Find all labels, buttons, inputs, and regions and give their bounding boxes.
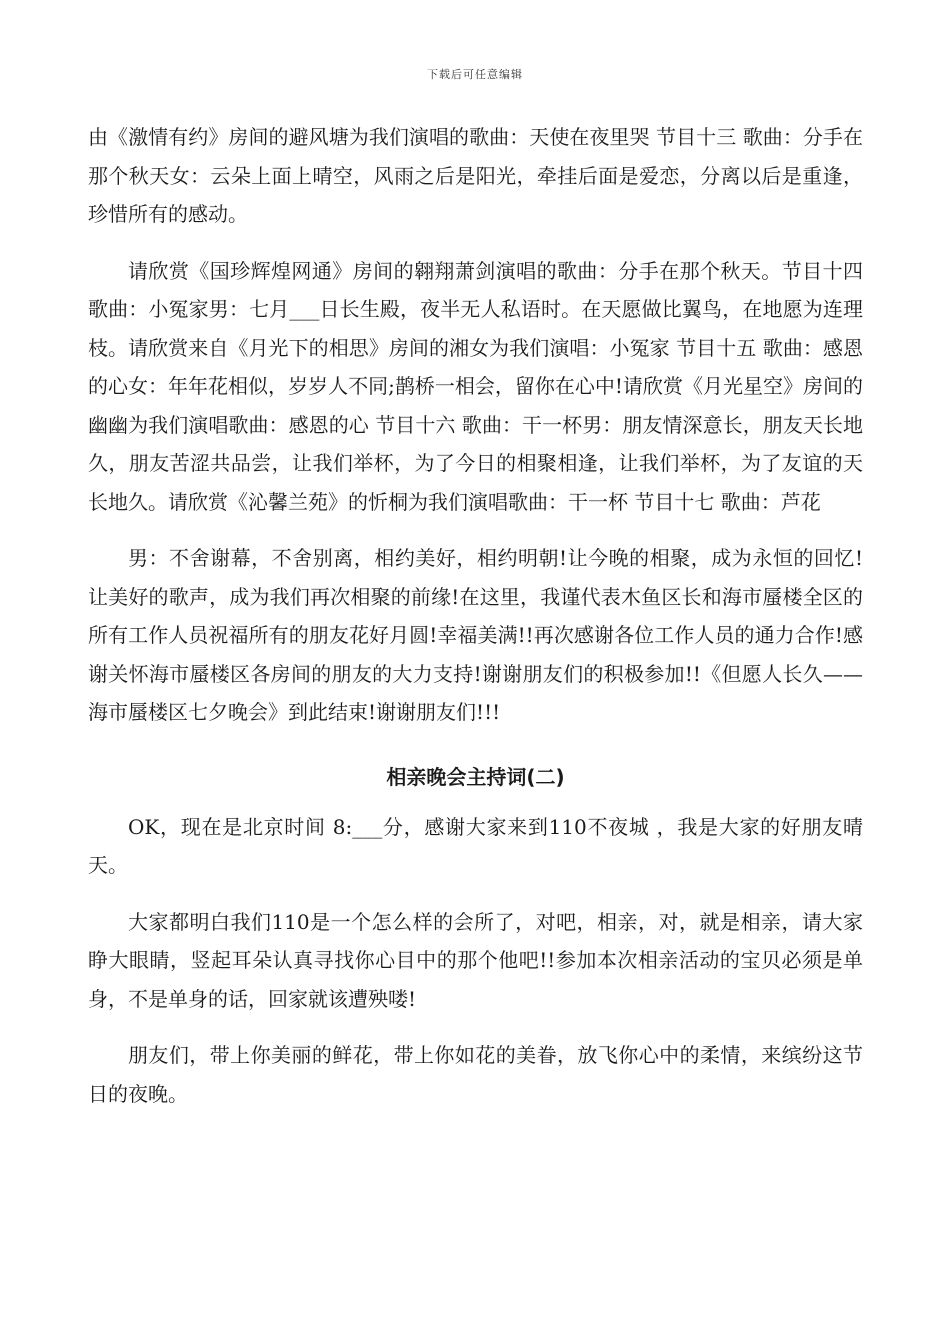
section-title: 相亲晚会主持词(二) <box>386 764 565 789</box>
paragraph-closing: 男：不舍谢幕，不舍别离，相约美好，相约明朝!让今晚的相聚，成为永恒的回忆!让美好的歌声，成为我们再次相聚的前缘!在这里，我谨代表木鱼区长和海市蜃楼全区的所有工作人员祝福所有的朋友花好月圆!幸福美满!!再次感谢各位工作人员的通力合作!感谢关怀海市蜃楼区各房间的朋友的大力支持!谢谢朋友们的积极参加!!《但愿人长久——海市蜃楼区七夕晚会》到此结束!谢谢朋友们!!! <box>88 546 863 724</box>
document-body <box>88 118 863 1113</box>
paragraph-opening-greeting: OK，现在是北京时间 8:___分，感谢大家来到110不夜城 ，我是大家的好朋友晴天。 <box>88 814 863 877</box>
header-note: 下载后可任意编辑 <box>427 68 523 81</box>
paragraph-program-13: 由《激情有约》房间的避风塘为我们演唱的歌曲：天使在夜里哭 节目十三 歌曲：分手在那个秋天女：云朵上面上晴空，风雨之后是阳光，牵挂后面是爱恋，分离以后是重逢，珍惜所有的感动。 <box>88 125 863 226</box>
paragraph-event-rules: 大家都明白我们110是一个怎么样的会所了，对吧，相亲，对，就是相亲，请大家睁大眼睛，竖起耳朵认真寻找你心目中的那个他吧!!参加本次相亲活动的宝贝必须是单身，不是单身的话，回家就该遭殃喽! <box>88 909 863 1011</box>
paragraph-programs-14-17: 请欣赏《国珍辉煌网通》房间的翱翔萧剑演唱的歌曲：分手在那个秋天。节目十四 歌曲：小冤家男：七月___日长生殿，夜半无人私语时。在天愿做比翼鸟，在地愿为连理枝。请欣赏来自《月光下的相思》房间的湘女为我们演唱：小冤家 节目十五 歌曲：感恩的心女：年年花相似，岁岁人不同;鹊桥一相会，留你在心中!请欣赏《月光星空》房间的幽幽为我们演唱歌曲：感恩的心 节目十六 歌曲：干一杯男：朋友情深意长，朋友天长地久，朋友苦涩共品尝，让我们举杯，为了今日的相聚相逢，让我们举杯，为了友谊的天长地久。请欣赏《沁馨兰苑》的忻桐为我们演唱歌曲：干一杯 节目十七 歌曲：芦花 <box>88 258 863 514</box>
paragraph-invitation: 朋友们，带上你美丽的鲜花，带上你如花的美眷，放飞你心中的柔情，来缤纷这节日的夜晚。 <box>88 1043 863 1106</box>
